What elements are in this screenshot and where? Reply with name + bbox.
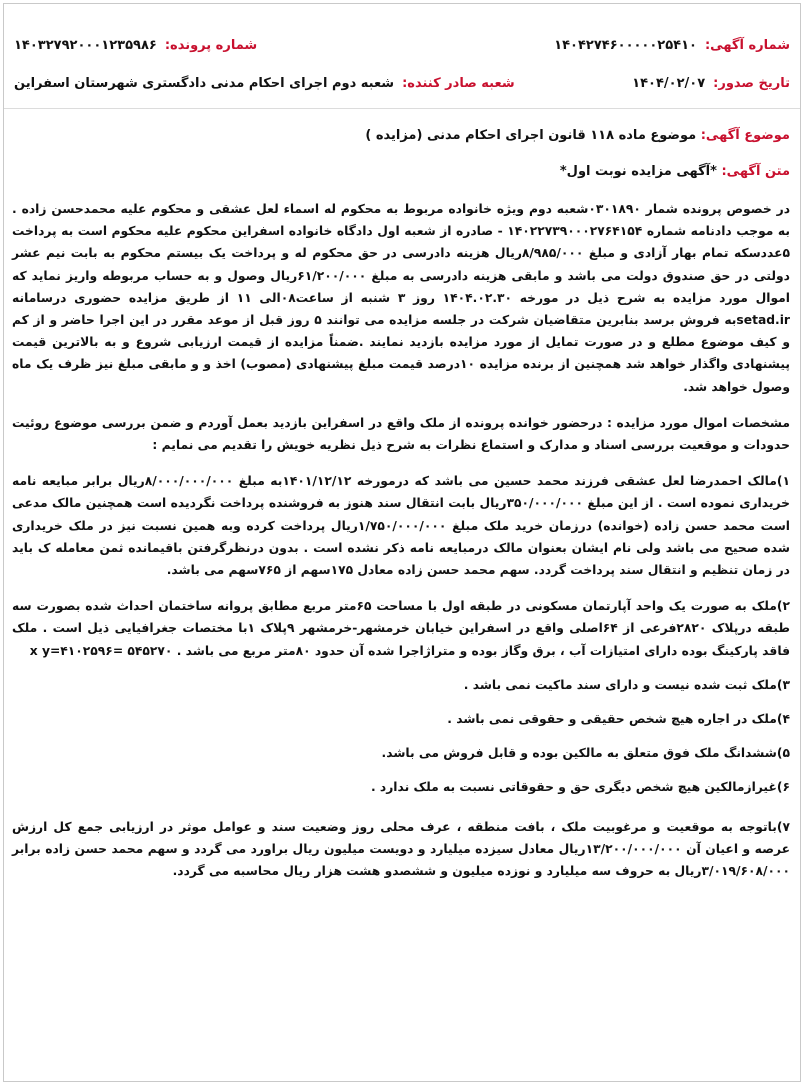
body-title: *آگهی مزایده نوبت اول* bbox=[559, 164, 717, 179]
body-label: متن آگهی: bbox=[721, 164, 790, 179]
paragraph-item-4: ۴)ملک در اجاره هیچ شخص حقیقی و حقوقی نمی باشد . bbox=[447, 712, 790, 727]
auction-notice-document bbox=[4, 4, 800, 1081]
notice-number-value: ۱۴۰۴۲۷۴۶۰۰۰۰۰۲۵۴۱۰ bbox=[554, 38, 697, 53]
subject-line bbox=[14, 128, 790, 143]
issuer-value: شعبه دوم اجرای احکام مدنی دادگستری شهرستان اسفراین bbox=[14, 76, 395, 91]
body-title-line bbox=[14, 164, 790, 179]
notice-body bbox=[12, 198, 790, 882]
paragraph-property-specs: مشخصات اموال مورد مزایده : درحضور خوانده پرونده از ملک واقع در اسفراین بازدید بعمل آوردم و ضمن بررسی موضوع روئیت حدودات و موقعیت بررسی اسناد و مدارک و استماع نظرات به شرح ذیل نظریه خویش را تقدیم می نمایم : bbox=[12, 415, 790, 453]
case-number-label: شماره پرونده: bbox=[164, 38, 258, 53]
subject-value: موضوع ماده ۱۱۸ قانون اجرای احکام مدنی (مزایده ) bbox=[365, 128, 697, 143]
notice-frame bbox=[3, 3, 801, 1082]
paragraph-item-3: ۳)ملک ثبت شده نیست و دارای سند ماکیت نمی باشد . bbox=[463, 677, 790, 692]
header-row-numbers bbox=[14, 38, 790, 53]
case-number-value: ۱۴۰۳۲۷۹۲۰۰۰۱۲۳۵۹۸۶ bbox=[14, 38, 157, 53]
paragraph-item-2: ۲)ملک به صورت یک واحد آپارتمان مسکونی در طبقه اول با مساحت ۶۵متر مربع مطابق پروانه ساختمان احداث شده بصورت سه طبقه درپلاک ۲۸۲۰فرعی از ۶۴اصلی واقع در اسفراین خیابان خرمشهر-خرمشهر ۹پلاک ۱با مختصات جغرافیایی ذیل است . ملک فاقد پارکینگ بوده دارای امتیازات آب ، برق وگاز بوده و متراژاجرا شده آن حدود ۸۰متر مربع می باشد . ۵۴۵۲۷۰ =x y=۴۱۰۲۵۹۶ bbox=[12, 599, 790, 658]
paragraph-item-6: ۶)غیرازمالکین هیچ شخص دیگری حق و حقوقاتی نسبت به ملک ندارد . bbox=[370, 780, 790, 795]
notice-number-field bbox=[554, 38, 790, 53]
issuer-field bbox=[14, 76, 515, 91]
header-divider bbox=[4, 108, 800, 109]
issue-date-value: ۱۴۰۴/۰۲/۰۷ bbox=[632, 76, 706, 91]
issue-date-field bbox=[632, 76, 790, 91]
notice-number-label: شماره آگهی: bbox=[704, 38, 790, 53]
issuer-label: شعبه صادر کننده: bbox=[402, 76, 515, 91]
paragraph-item-5: ۵)ششدانگ ملک فوق متعلق به مالکین بوده و قابل فروش می باشد. bbox=[381, 746, 790, 761]
case-number-field bbox=[14, 38, 257, 53]
paragraph-item-7: ۷)باتوجه به موقعیت و مرغوبیت ملک ، بافت منطقه ، عرف محلی روز وضعیت سند و عوامل موثر در ارزیابی جمع کل ارزش عرصه و اعیان آن ۱۳/۲۰۰/۰۰۰/۰۰۰ریال معادل سیزده میلیارد و دویست میلیون ریال براورد می گردد و سهم محمد حسن زاده برابر ۳/۰۱۹/۶۰۸/۰۰۰ریال به حروف سه میلیارد و نوزده میلیون و ششصدو هشت هزار ریال محاسبه می گردد. bbox=[12, 819, 790, 879]
subject-label: موضوع آگهی: bbox=[700, 128, 790, 143]
paragraph-intro: در خصوص پرونده شمار ۰۳۰۱۸۹۰شعبه دوم ویژه خانواده مربوط به محکوم له اسماء لعل عشقی و محکوم علیه محمدحسن زاده . به موجب دادنامه شماره ۱۴۰۲۲۷۳۹۰۰۰۲۷۶۴۱۵۴ - صادره از شعبه اول دادگاه خانواده اسفراین محکوم علیه محکوم است به پرداخت ۵عددسکه تمام بهار آزادی و مبلغ ۸/۹۸۵/۰۰۰ریال هزینه دادرسی در حق محکوم له و پرداخت یک بیستم محکوم به بابت نیم عشر دولتی در حق صندوق دولت می باشد و مابقی هزینه دادرسی به مبلغ ۶۱/۲۰۰/۰۰۰ریال وصول و به حساب مربوطه واریز نماید که اموال مورد مزایده به شرح ذیل در مورخه ۱۴۰۴.۰۲.۳۰ روز ۳ شنبه از ساعت۰۸الی ۱۱ از طریق مزایده حضوری درسامانه setad.irبه فروش برسد بنابرین متقاضیان شرکت در جلسه مزایده می توانند ۵ روز قبل از موعد مقرر در این اجرا حاضر و از کم و کیف موضوع مطلع و در صورت تمایل از مورد مزایده بازدید نمایند .ضمناً مزایده از قیمت ارزیابی شروع و به بالاترین قیمت پیشنهادی واگذار خواهد شد همچنین از برنده مزایده ۱۰درصد قیمت مبلغ پیشنهادی (مصوب) اخذ و و مابقی مبلغ نیز ظرف یک ماه وصول خواهد شد. bbox=[12, 202, 791, 394]
issue-date-label: تاریخ صدور: bbox=[713, 76, 790, 91]
paragraph-item-1: ۱)مالک احمدرضا لعل عشقی فرزند محمد حسین می باشد که درمورخه ۱۴۰۱/۱۲/۱۲به مبلغ ۸/۰۰۰/۰۰۰/۰۰۰ریال برابر مبایعه نامه خریداری نموده است . از این مبلغ ۳۵۰/۰۰۰/۰۰۰ریال بابت انتقال سند هنوز به فروشنده پرداخت نگردیده است همچنین مالک مدعی است محمد حسن زاده (خوانده) درزمان خرید ملک مبلغ ۱/۷۵۰/۰۰۰/۰۰۰ریال پرداخت کرده وبه همین نسبت نیز در ملک خریداری شده صحیح می باشد ولی نام ایشان بعنوان مالک درمبایعه نامه ذکر نشده است . بدون درنظرگرفتن باقیمانده ثمن معامله ک باید در زمان تنظیم و انتقال سند پرداخت گردد. سهم محمد حسن زاده معادل ۱۷۵سهم از ۷۶۵سهم می باشد. bbox=[12, 474, 790, 578]
header-row-issuer bbox=[14, 76, 790, 91]
